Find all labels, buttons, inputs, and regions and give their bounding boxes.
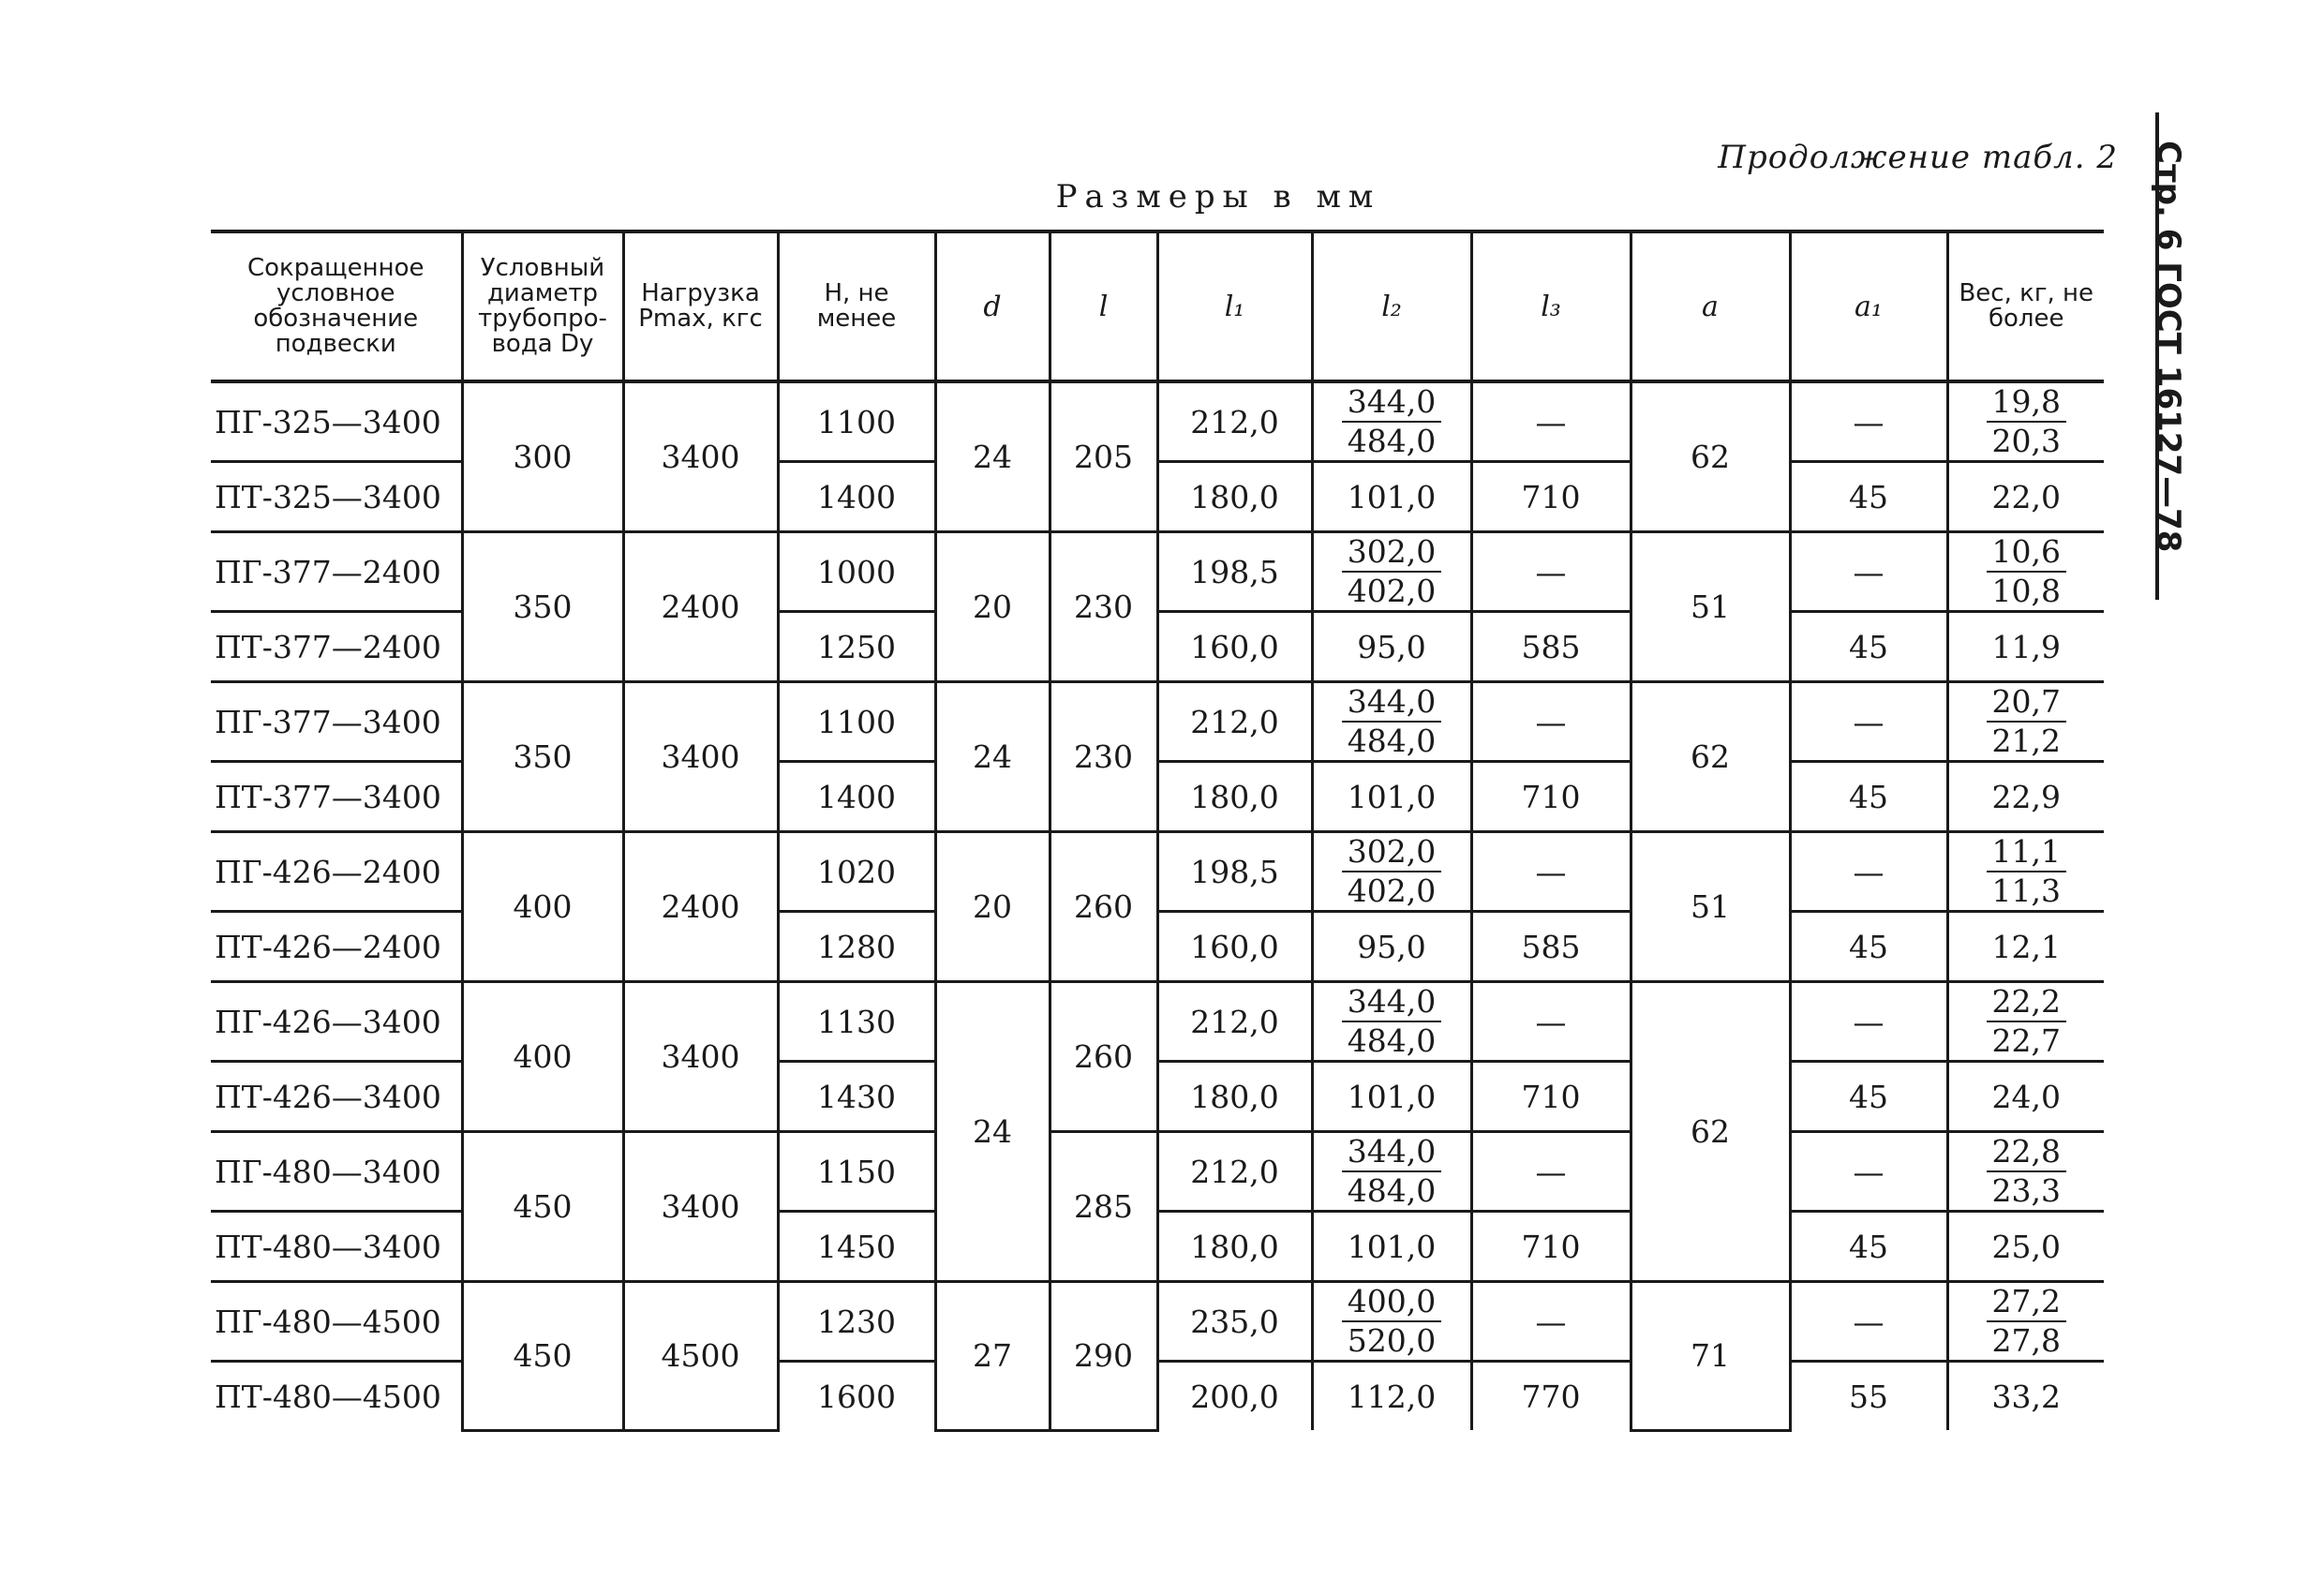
a1-cell: 45 [1790,762,1947,832]
a1-cell: — [1790,381,1947,462]
diameter-cell: 350 [462,532,623,682]
header-height: H, не менее [778,231,935,381]
l2-value-a: 302,0 [1342,533,1441,573]
diameter-cell: 450 [462,1132,623,1282]
l-cell: 205 [1050,381,1157,532]
l3-cell: — [1471,982,1631,1062]
l3-cell: — [1471,1282,1631,1362]
l3-cell: 770 [1471,1362,1631,1431]
designation-cell: ПТ-426—3400 [211,1062,462,1132]
l2-value-b: 402,0 [1347,872,1437,909]
weight-value-b: 27,8 [1991,1322,2061,1359]
header-l: l [1050,231,1157,381]
diameter-cell: 400 [462,832,623,982]
height-cell: 1020 [778,832,935,912]
diameter-cell: 350 [462,682,623,832]
a1-cell: — [1790,1132,1947,1212]
a-cell: 62 [1631,381,1790,532]
designation-cell: ПТ-480—3400 [211,1212,462,1282]
weight-value-a: 10,6 [1987,533,2066,573]
load-cell: 4500 [623,1282,778,1431]
a-cell: 51 [1631,532,1790,682]
d-cell: 24 [935,982,1050,1282]
l1-cell: 200,0 [1157,1362,1312,1431]
height-cell: 1400 [778,762,935,832]
table-header-row [211,231,2104,381]
weight-value-a: 27,2 [1987,1283,2066,1322]
l2-value-b: 484,0 [1347,423,1437,459]
diameter-cell: 300 [462,381,623,532]
weight-value-b: 11,3 [1991,872,2061,909]
l2-value-b: 484,0 [1347,1022,1437,1059]
d-cell: 20 [935,532,1050,682]
header-l3: l₃ [1471,231,1631,381]
l3-cell: — [1471,532,1631,612]
l2-value-a: 344,0 [1342,1133,1441,1172]
l3-cell: 585 [1471,912,1631,982]
weight-cell [1947,381,2104,462]
height-cell: 1400 [778,462,935,532]
weight-cell [1947,1132,2104,1212]
a1-cell: 45 [1790,612,1947,682]
table-row [211,381,2104,462]
designation-cell: ПТ-325—3400 [211,462,462,532]
height-cell: 1250 [778,612,935,682]
designation-cell: ПГ-480—4500 [211,1282,462,1362]
l1-cell: 198,5 [1157,832,1312,912]
height-cell: 1000 [778,532,935,612]
weight-cell: 22,0 [1947,462,2104,532]
height-cell: 1230 [778,1282,935,1362]
a1-cell: 45 [1790,1212,1947,1282]
l1-cell: 212,0 [1157,682,1312,762]
l2-cell [1312,532,1471,612]
l2-cell: 112,0 [1312,1362,1471,1431]
table-row [211,832,2104,912]
l2-value-b: 402,0 [1347,573,1437,609]
designation-cell: ПТ-377—2400 [211,612,462,682]
d-cell: 27 [935,1282,1050,1431]
header-a1: a₁ [1790,231,1947,381]
weight-cell [1947,832,2104,912]
l1-cell: 212,0 [1157,1132,1312,1212]
l1-cell: 212,0 [1157,982,1312,1062]
load-cell: 2400 [623,532,778,682]
weight-value-a: 11,1 [1987,833,2066,872]
height-cell: 1100 [778,381,935,462]
a-cell: 62 [1631,682,1790,832]
l2-value-b: 484,0 [1347,723,1437,759]
l2-value-a: 344,0 [1342,683,1441,723]
height-cell: 1600 [778,1362,935,1431]
l3-cell: 710 [1471,762,1631,832]
l2-cell [1312,832,1471,912]
a1-cell: — [1790,682,1947,762]
a1-cell: — [1790,982,1947,1062]
d-cell: 20 [935,832,1050,982]
l-cell: 230 [1050,682,1157,832]
l2-value-a: 302,0 [1342,833,1441,872]
table-caption: Продолжение табл. 2 [1718,139,2118,176]
table-row [211,982,2104,1062]
weight-value-b: 20,3 [1991,423,2061,459]
a1-cell: 45 [1790,912,1947,982]
table-row [211,682,2104,762]
header-load: Нагрузка Pmax, кгс [623,231,778,381]
l3-cell: 585 [1471,612,1631,682]
l1-cell: 180,0 [1157,762,1312,832]
load-cell: 3400 [623,682,778,832]
designation-cell: ПГ-377—2400 [211,532,462,612]
page-standard-label: Стр. 6 ГОСТ 16127—78 [2150,141,2187,553]
a1-cell: — [1790,832,1947,912]
designation-cell: ПГ-426—3400 [211,982,462,1062]
l1-cell: 160,0 [1157,612,1312,682]
l-cell: 285 [1050,1132,1157,1282]
l2-value-b: 520,0 [1347,1322,1437,1359]
a-cell: 62 [1631,982,1790,1282]
designation-cell: ПГ-377—3400 [211,682,462,762]
l-cell: 290 [1050,1282,1157,1431]
l3-cell: 710 [1471,1212,1631,1282]
l2-value-a: 344,0 [1342,383,1441,423]
l1-cell: 160,0 [1157,912,1312,982]
l2-cell [1312,1282,1471,1362]
l-cell: 260 [1050,982,1157,1132]
weight-cell: 25,0 [1947,1212,2104,1282]
weight-value-a: 22,2 [1987,983,2066,1022]
l2-cell: 95,0 [1312,912,1471,982]
weight-cell: 22,9 [1947,762,2104,832]
header-l2: l₂ [1312,231,1471,381]
l1-cell: 180,0 [1157,1062,1312,1132]
diameter-cell: 450 [462,1282,623,1431]
designation-cell: ПГ-325—3400 [211,381,462,462]
l3-cell: — [1471,832,1631,912]
load-cell: 3400 [623,982,778,1132]
table-row [211,1132,2104,1212]
l2-cell: 101,0 [1312,762,1471,832]
table-row [211,532,2104,612]
l1-cell: 212,0 [1157,381,1312,462]
l2-cell [1312,381,1471,462]
weight-value-a: 22,8 [1987,1133,2066,1172]
l1-cell: 180,0 [1157,1212,1312,1282]
l2-value-a: 400,0 [1342,1283,1441,1322]
l2-cell [1312,1132,1471,1212]
weight-value-b: 22,7 [1991,1022,2061,1059]
a-cell: 51 [1631,832,1790,982]
height-cell: 1280 [778,912,935,982]
l2-cell: 101,0 [1312,1212,1471,1282]
height-cell: 1100 [778,682,935,762]
a1-cell: — [1790,1282,1947,1362]
load-cell: 3400 [623,1132,778,1282]
l2-cell: 101,0 [1312,1062,1471,1132]
l2-cell: 95,0 [1312,612,1471,682]
header-l1: l₁ [1157,231,1312,381]
height-cell: 1430 [778,1062,935,1132]
header-a: a [1631,231,1790,381]
header-diameter: Условный диаметр трубопро-вода Dу [462,231,623,381]
l2-cell: 101,0 [1312,462,1471,532]
designation-cell: ПТ-426—2400 [211,912,462,982]
weight-value-a: 19,8 [1987,383,2066,423]
l1-cell: 198,5 [1157,532,1312,612]
l-cell: 230 [1050,532,1157,682]
weight-cell [1947,532,2104,612]
d-cell: 24 [935,682,1050,832]
side-margin [2150,112,2215,600]
a1-cell: 55 [1790,1362,1947,1431]
l1-cell: 180,0 [1157,462,1312,532]
l3-cell: — [1471,682,1631,762]
d-cell: 24 [935,381,1050,532]
units-label: Размеры в мм [1055,178,1381,216]
a1-cell: 45 [1790,462,1947,532]
header-weight: Вес, кг, не более [1947,231,2104,381]
designation-cell: ПГ-480—3400 [211,1132,462,1212]
l2-value-a: 344,0 [1342,983,1441,1022]
weight-value-b: 23,3 [1991,1172,2061,1209]
weight-cell [1947,1282,2104,1362]
load-cell: 3400 [623,381,778,532]
l3-cell: — [1471,1132,1631,1212]
height-cell: 1130 [778,982,935,1062]
header-d: d [935,231,1050,381]
dimensions-table [211,230,2104,1432]
l3-cell: — [1471,381,1631,462]
weight-cell: 11,9 [1947,612,2104,682]
designation-cell: ПТ-480—4500 [215,1378,441,1415]
diameter-cell: 400 [462,982,623,1132]
a1-cell: 45 [1790,1062,1947,1132]
load-cell: 2400 [623,832,778,982]
l3-cell: 710 [1471,1062,1631,1132]
weight-cell: 33,2 [1947,1362,2104,1431]
weight-cell: 24,0 [1947,1062,2104,1132]
weight-value-b: 10,8 [1991,573,2061,609]
weight-cell [1947,982,2104,1062]
l2-value-b: 484,0 [1347,1172,1437,1209]
a-cell: 71 [1631,1282,1790,1431]
height-cell: 1150 [778,1132,935,1212]
weight-cell: 12,1 [1947,912,2104,982]
weight-value-b: 21,2 [1991,723,2061,759]
a1-cell: — [1790,532,1947,612]
table-row [211,1282,2104,1362]
designation-cell: ПГ-426—2400 [211,832,462,912]
designation-cell: ПТ-377—3400 [211,762,462,832]
weight-value-a: 20,7 [1987,683,2066,723]
height-cell: 1450 [778,1212,935,1282]
l3-cell: 710 [1471,462,1631,532]
l-cell: 260 [1050,832,1157,982]
l2-cell [1312,982,1471,1062]
l2-cell [1312,682,1471,762]
weight-cell [1947,682,2104,762]
l1-cell: 235,0 [1157,1282,1312,1362]
header-designation: Сокращенное условное обозначение подвески [211,231,462,381]
